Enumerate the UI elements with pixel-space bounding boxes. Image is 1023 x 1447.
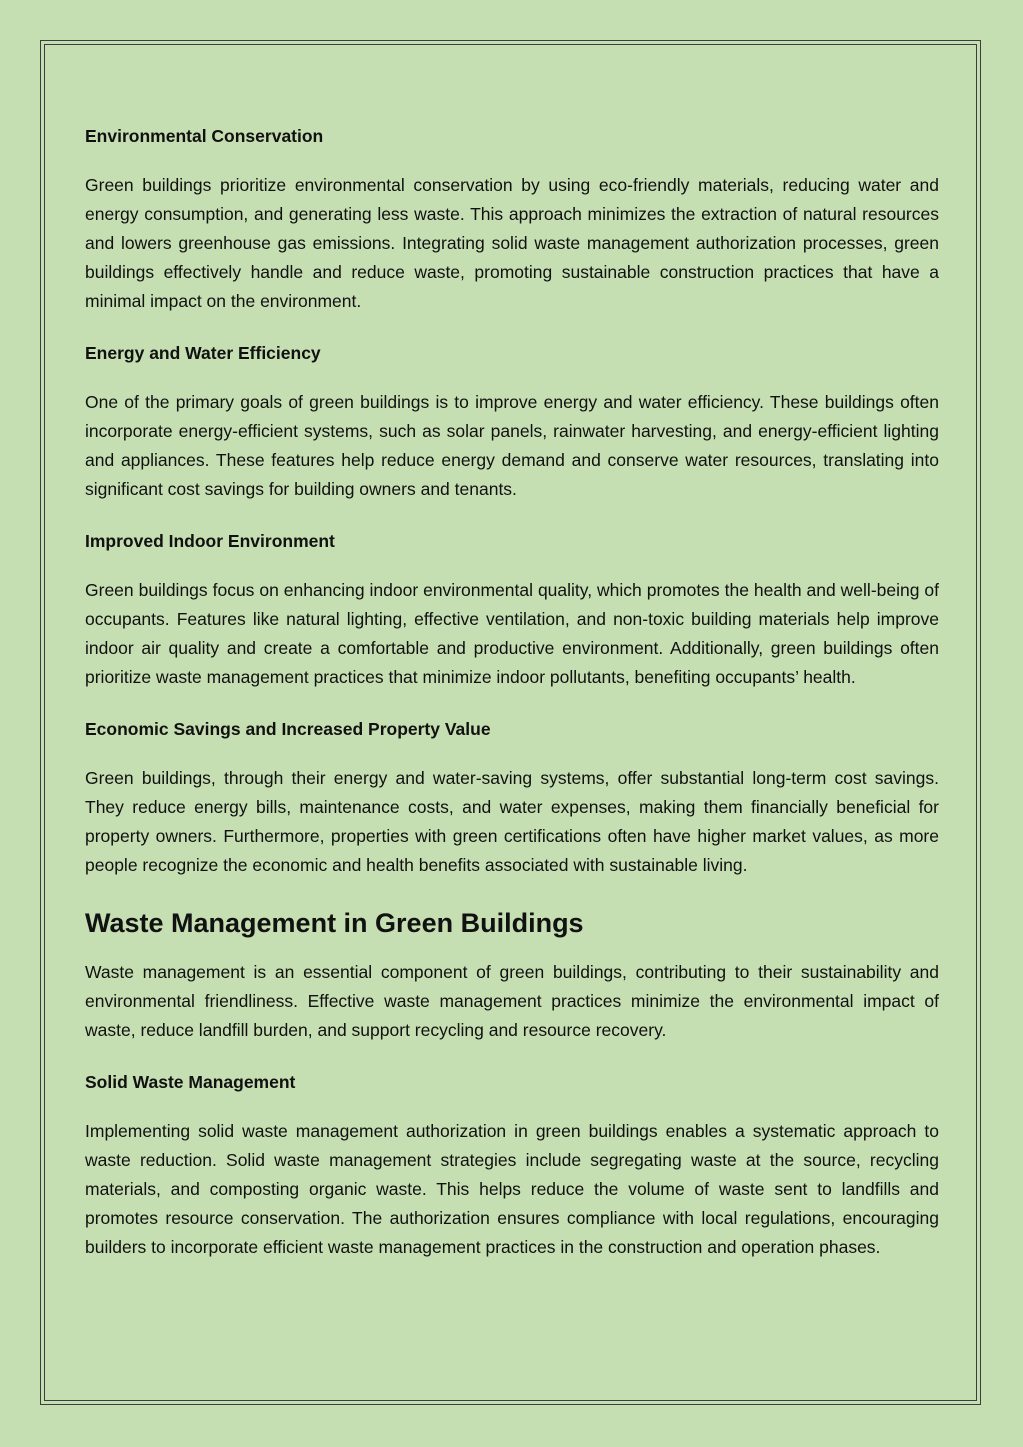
section-heading-energy-water-efficiency: Energy and Water Efficiency [85, 343, 321, 363]
section-heading-environmental-conservation: Environmental Conservation [85, 126, 324, 146]
section-body-environmental-conservation: Green buildings prioritize environmental conservation by using eco-friendly materials, reducing water and energy consumption, and generating less waste. This approach minimizes the extraction of natural resources and lowers greenhouse gas emissions. Integrating solid waste management authorization processes, green buildings effectively handle and reduce waste, promoting sustainable construction practices that have a minimal impact on the environment. [85, 175, 939, 311]
main-heading-waste-management: Waste Management in Green Buildings [85, 908, 584, 938]
document-content [85, 123, 939, 1286]
section-heading-economic-savings: Economic Savings and Increased Property Value [85, 719, 491, 739]
section-heading-indoor-environment: Improved Indoor Environment [85, 531, 335, 551]
section-body-energy-water-efficiency: One of the primary goals of green buildings is to improve energy and water efficiency. These buildings often incorporate energy-efficient systems, such as solar panels, rainwater harvesting, and energy-efficient lighting and appliances. These features help reduce energy demand and conserve water resources, translating into significant cost savings for building owners and tenants. [85, 392, 939, 499]
section-body-solid-waste: Implementing solid waste management authorization in green buildings enables a systematic approach to waste reduction. Solid waste management strategies include segregating waste at the source, recycling materials, and composting organic waste. This helps reduce the volume of waste sent to landfills and promotes resource conservation. The authorization ensures compliance with local regulations, encouraging builders to incorporate efficient waste management practices in the construction and operation phases. [85, 1121, 939, 1257]
main-intro-paragraph: Waste management is an essential component of green buildings, contributing to their sustainability and environmental friendliness. Effective waste management practices minimize the environmental impact of waste, reduce landfill burden, and support recycling and resource recovery. [85, 962, 939, 1040]
section-body-economic-savings: Green buildings, through their energy and water-saving systems, offer substantial long-term cost savings. They reduce energy bills, maintenance costs, and water expenses, making them financially beneficial for property owners. Furthermore, properties with green certifications often have higher market values, as more people recognize the economic and health benefits associated with sustainable living. [85, 768, 939, 875]
section-heading-solid-waste: Solid Waste Management [85, 1072, 296, 1092]
section-body-indoor-environment: Green buildings focus on enhancing indoor environmental quality, which promotes the health and well-being of occupants. Features like natural lighting, effective ventilation, and non-toxic building materials help improve indoor air quality and create a comfortable and productive environment. Additionally, green buildings often prioritize waste management practices that minimize indoor pollutants, benefiting occupants’ health. [85, 580, 939, 687]
